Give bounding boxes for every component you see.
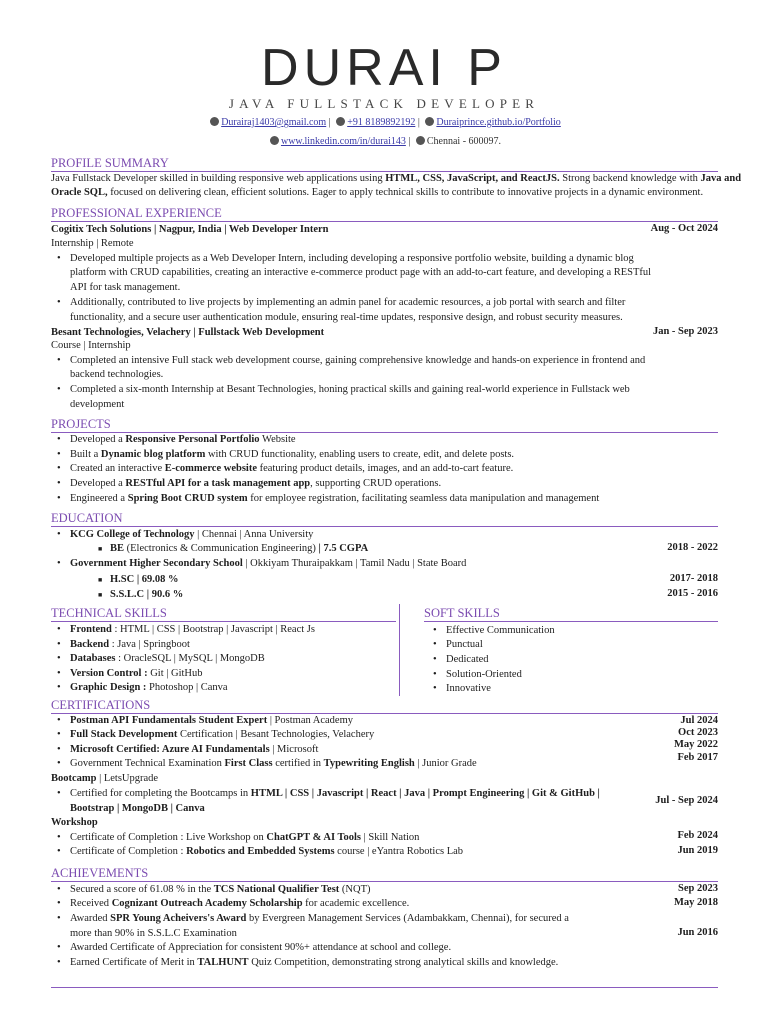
achievement-item: • Received Cognizant Outreach Academy Scholarship for academic excellence. <box>70 897 409 910</box>
cert-date: Feb 2017 <box>677 752 718 763</box>
section-heading: SOFT SKILLS <box>424 606 718 622</box>
achievement-date: May 2018 <box>673 897 718 908</box>
portfolio-link[interactable]: Duraiprince.github.io/Portfolio <box>436 117 561 128</box>
job-heading: Besant Technologies, Velachery | Fullstack Web Development <box>51 327 325 338</box>
list-item: • Completed a six-month Internship at Besant Technologies, honing practical skills and gaining real-world experience in Fullstack web <box>70 383 630 396</box>
cert-item: • Microsoft Certified: Azure AI Fundamentals | Microsoft <box>70 743 318 756</box>
education-section <box>51 511 718 600</box>
section-heading: EDUCATION <box>51 511 718 527</box>
job-subheading: Internship | Remote <box>51 238 134 249</box>
section-heading: PROFESSIONAL EXPERIENCE <box>51 206 718 222</box>
skill-item: • Graphic Design : Photoshop | Canva <box>70 681 228 694</box>
section-heading: PROFILE SUMMARY <box>51 156 718 172</box>
home-icon <box>416 136 425 145</box>
cert-item: • Certified for completing the Bootcamps in HTML | CSS | Javascript | React | Java | Prompt Engineering | Git & GitHub | <box>70 787 600 800</box>
contact-line-2: www.linkedin.com/in/durai143 | Chennai - 600097. <box>0 136 768 147</box>
education-date: 2018 - 2022 <box>667 542 718 553</box>
skill-item: • Frontend : HTML | CSS | Bootstrap | Javascript | React Js <box>70 623 315 636</box>
achievement-item: • Awarded Certificate of Appreciation for consistent 90%+ attendance at school and college. <box>70 941 451 954</box>
list-item: • Engineered a Spring Boot CRUD system for employee registration, facilitating seamless data manipulation and management <box>70 492 599 505</box>
profile-line: Oracle SQL, focused on delivering clean, efficient solutions. Eager to apply technical skills to contribute to innovative projects in a dynamic environment. <box>51 187 704 198</box>
list-item: • Completed an intensive Full stack web development course, gaining comprehensive knowledge and hands-on experience in frontend and <box>70 354 645 367</box>
cert-item: • Full Stack Development Certification | Besant Technologies, Velachery <box>70 728 374 741</box>
list-item-cont: backend technologies. <box>70 369 164 380</box>
list-item: • Built a Dynamic blog platform with CRUD functionality, enabling users to create, edit, and delete posts. <box>70 448 514 461</box>
education-subitem: ■ BE (Electronics & Communication Engineering) | 7.5 CGPA <box>110 542 368 555</box>
education-item: • Government Higher Secondary School | Okkiyam Thuraipakkam | Tamil Nadu | State Board <box>70 557 466 570</box>
list-item: • Created an interactive E-commerce website featuring product details, images, and an add-to-cart feature. <box>70 462 513 475</box>
list-item: • Developed a Responsive Personal Portfolio Website <box>70 433 296 446</box>
contact-line-1: Durairaj1403@gmail.com | +91 8189892192 | Duraiprince.github.io/Portfolio <box>0 117 768 128</box>
cert-date: Jul - Sep 2024 <box>655 795 718 806</box>
projects-section <box>51 417 718 504</box>
cert-item: • Government Technical Examination First Class certified in Typewriting English | Junior Grade <box>70 757 477 770</box>
section-heading: PROJECTS <box>51 417 718 433</box>
achievement-item: • Secured a score of 61.08 % in the TCS National Qualifier Test (NQT) <box>70 883 371 896</box>
list-item: • Developed multiple projects as a Web Developer Intern, including developing a responsive portfolio website, building a dynamic blog <box>70 252 634 265</box>
globe-icon <box>425 117 434 126</box>
job-date: Jan - Sep 2023 <box>652 326 718 337</box>
workshop-heading: Workshop <box>51 817 98 828</box>
phone-link[interactable]: +91 8189892192 <box>347 117 416 128</box>
bootcamp-heading: Bootcamp | LetsUpgrade <box>51 773 159 784</box>
skill-item: • Solution-Oriented <box>446 668 522 681</box>
skill-item: • Innovative <box>446 682 491 695</box>
cert-item: • Certificate of Completion : Robotics and Embedded Systems course | eYantra Robotics Lab <box>70 845 463 858</box>
list-item: • Additionally, contributed to live projects by implementing an admin panel for academic resources, a job portal with search and filter <box>70 296 625 309</box>
mail-icon <box>210 117 219 126</box>
cert-date: Jul 2024 <box>680 715 718 726</box>
list-item-cont: development <box>70 399 125 410</box>
list-item: • Developed a RESTful API for a task management app, supporting CRUD operations. <box>70 477 441 490</box>
skill-item: • Effective Communication <box>446 624 555 637</box>
phone-icon <box>336 117 345 126</box>
skill-item: • Databases : OracleSQL | MySQL | MongoDB <box>70 652 265 665</box>
list-item-cont: API for task management. <box>70 282 181 293</box>
footer-divider <box>51 987 718 988</box>
cert-item: • Postman API Fundamentals Student Expert | Postman Academy <box>70 714 353 727</box>
experience-section <box>51 206 718 410</box>
list-item-cont: functionality, and a secure user authentication module, ensuring real-time updates, responsive design, and robust security measures. <box>70 312 623 323</box>
job-date: Aug - Oct 2024 <box>650 223 718 234</box>
education-date: 2017- 2018 <box>669 573 718 584</box>
cert-date: Jun 2019 <box>677 845 718 856</box>
technical-skills-section <box>51 606 396 693</box>
achievement-date: Jun 2016 <box>677 927 718 938</box>
skill-item: • Punctual <box>446 638 483 651</box>
email-link[interactable]: Durairaj1403@gmail.com <box>221 117 327 128</box>
education-subitem: ■ H.SC | 69.08 % <box>110 573 179 586</box>
profile-section <box>51 156 742 198</box>
section-heading: ACHIEVEMENTS <box>51 866 718 882</box>
section-heading: CERTIFICATIONS <box>51 698 718 714</box>
skill-item: • Version Control : Git | GitHub <box>70 667 203 680</box>
cert-item-cont: Bootstrap | MongoDB | Canva <box>70 803 205 814</box>
soft-skills-section <box>424 606 718 694</box>
candidate-name: DURAI P <box>261 39 507 97</box>
location-text: Chennai - 600097. <box>426 136 502 147</box>
cert-item: • Certificate of Completion : Live Workshop on ChatGPT & AI Tools | Skill Nation <box>70 831 419 844</box>
skill-item: • Backend : Java | Springboot <box>70 638 190 651</box>
achievement-item: • Awarded SPR Young Acheivers's Award by Evergreen Management Services (Adambakkam, Chennai), for secured a <box>70 912 569 925</box>
section-heading: TECHNICAL SKILLS <box>51 606 396 622</box>
linkedin-link[interactable]: www.linkedin.com/in/durai143 <box>280 136 406 147</box>
candidate-role: JAVA FULLSTACK DEVELOPER <box>228 96 540 111</box>
skill-item: • Dedicated <box>446 653 489 666</box>
achievement-item: • Earned Certificate of Merit in TALHUNT Quiz Competition, demonstrating strong analytical skills and knowledge. <box>70 956 558 969</box>
cert-date: Oct 2023 <box>678 727 718 738</box>
certifications-section <box>51 698 718 857</box>
education-subitem: ■ S.S.L.C | 90.6 % <box>110 588 183 601</box>
profile-line: Java Fullstack Developer skilled in building responsive web applications using HTML, CSS, JavaScript, and ReactJS. Strong backend knowledge with Java and <box>51 173 742 184</box>
job-heading: Cogitix Tech Solutions | Nagpur, India | Web Developer Intern <box>51 224 329 235</box>
education-item: • KCG College of Technology | Chennai | Anna University <box>70 528 313 541</box>
cert-date: May 2022 <box>673 739 718 750</box>
list-item-cont: platform with CRUD capabilities, creating an interactive e-commerce product page with an add-to-cart feature, and developing a RESTful <box>70 267 652 278</box>
column-divider <box>399 604 400 696</box>
achievement-date: Sep 2023 <box>678 883 718 894</box>
linkedin-icon <box>270 136 279 145</box>
job-subheading: Course | Internship <box>51 340 131 351</box>
achievements-section <box>51 866 718 968</box>
education-date: 2015 - 2016 <box>667 588 718 599</box>
cert-date: Feb 2024 <box>677 830 718 841</box>
achievement-item-cont: more than 90% in S.S.L.C Examination <box>70 928 237 939</box>
